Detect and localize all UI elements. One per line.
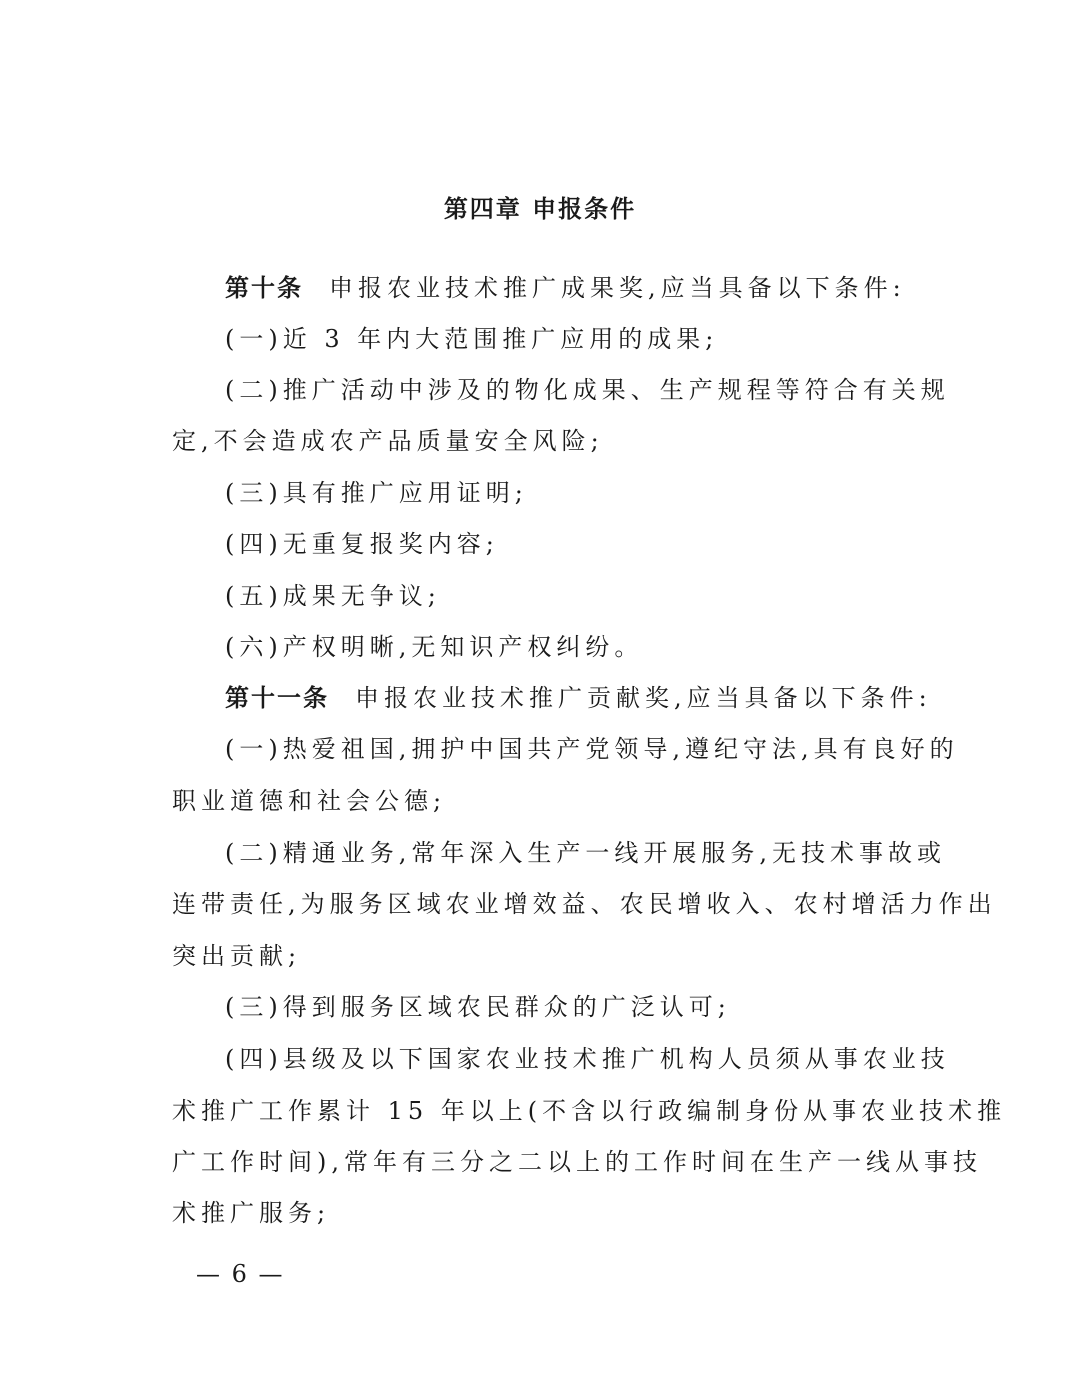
page-number: — 6 —	[196, 1260, 285, 1288]
article-10-item-2: (二)推广活动中涉及的物化成果、生产规程等符合有关规	[225, 376, 950, 404]
article-11-item-2: (二)精通业务,常年深入生产一线开展服务,无技术事故或	[225, 839, 946, 867]
article-11-item-4-cont-1: 术推广工作累计 15 年以上(不含以行政编制身份从事农业技术推	[172, 1097, 1007, 1125]
article-10-heading: 第十条	[225, 274, 303, 302]
article-10-item-2-cont: 定,不会造成农产品质量安全风险;	[172, 427, 604, 455]
article-11-item-3: (三)得到服务区域农民群众的广泛认可;	[225, 993, 731, 1021]
article-11-item-1: (一)热爱祖国,拥护中国共产党领导,遵纪守法,具有良好的	[225, 735, 959, 763]
article-11-intro: 申报农业技术推广贡献奖,应当具备以下条件:	[355, 684, 932, 712]
article-11-item-2-cont-2: 突出贡献;	[172, 942, 302, 970]
article-10-heading-line	[225, 268, 906, 308]
article-10-item-3: (三)具有推广应用证明;	[225, 479, 528, 507]
article-11-item-4-cont-3: 术推广服务;	[172, 1199, 331, 1227]
article-11-heading-line	[225, 678, 932, 718]
article-10-item-1: (一)近 3 年内大范围推广应用的成果;	[225, 325, 719, 353]
article-11-item-4-cont-2: 广工作时间),常年有三分之二以上的工作时间在生产一线从事技	[172, 1148, 982, 1176]
article-11-item-2-cont-1: 连带责任,为服务区域农业增效益、农民增收入、农村增活力作出	[172, 890, 997, 918]
article-10-item-6: (六)产权明晰,无知识产权纠纷。	[225, 633, 644, 661]
article-10-item-4: (四)无重复报奖内容;	[225, 530, 499, 558]
article-11-item-1-cont: 职业道德和社会公德;	[172, 787, 447, 815]
article-11-heading: 第十一条	[225, 684, 329, 712]
article-10-item-5: (五)成果无争议;	[225, 582, 441, 610]
article-11-item-4: (四)县级及以下国家农业技术推广机构人员须从事农业技	[225, 1045, 950, 1073]
article-10-intro: 申报农业技术推广成果奖,应当具备以下条件:	[329, 274, 906, 302]
chapter-title: 第四章 申报条件	[443, 195, 637, 223]
